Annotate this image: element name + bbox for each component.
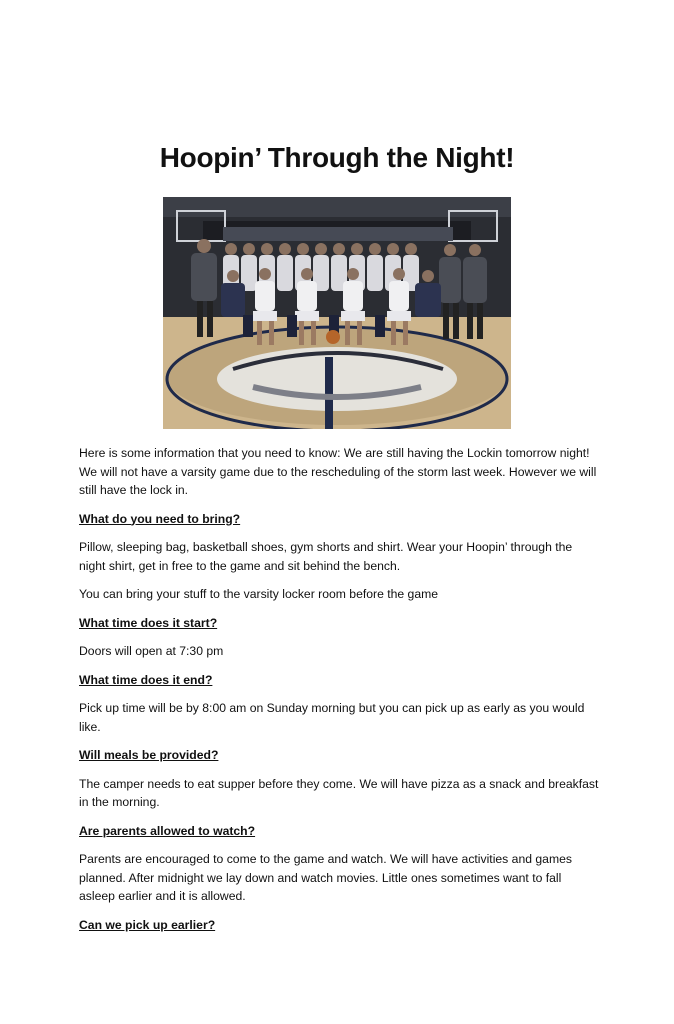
- body-paragraph: Pick up time will be by 8:00 am on Sunday morning but you can pick up as early as you would like.: [79, 701, 585, 734]
- section-heading: What time does it start?: [79, 615, 218, 630]
- section-heading: What time does it end?: [79, 672, 213, 687]
- body-paragraph: Pillow, sleeping bag, basketball shoes, gym shorts and shirt. Wear your Hoopin’ through the night shirt, get in free to the game and sit behind the bench.: [79, 540, 573, 573]
- section-heading: Will meals be provided?: [79, 748, 219, 762]
- body-paragraph: Doors will open at 7:30 pm: [79, 644, 224, 658]
- section-heading: Are parents allowed to watch?: [79, 823, 256, 838]
- body-paragraph: Here is some information that you need to know: We are still having the Lockin tomorrow night! We will not have a varsity game due to the rescheduling of the storm last week. However we will still have the lock in.: [79, 446, 597, 497]
- section-heading: Can we pick up earlier?: [79, 917, 216, 932]
- page-title: Hoopin’ Through the Night!: [159, 142, 515, 173]
- team-photo: [163, 197, 511, 429]
- body-paragraph: You can bring your stuff to the varsity locker room before the game: [79, 587, 439, 601]
- body-paragraph: The camper needs to eat supper before they come. We will have pizza as a snack and breakfast in the morning.: [79, 776, 599, 809]
- body-paragraph: Parents are encouraged to come to the game and watch. We will have activities and games planned. After midnight we lay down and watch movies. Little ones sometimes want to fall asleep earlier and it is allowed.: [79, 852, 572, 903]
- section-heading: What do you need to bring?: [79, 511, 241, 526]
- document-body: [79, 444, 599, 944]
